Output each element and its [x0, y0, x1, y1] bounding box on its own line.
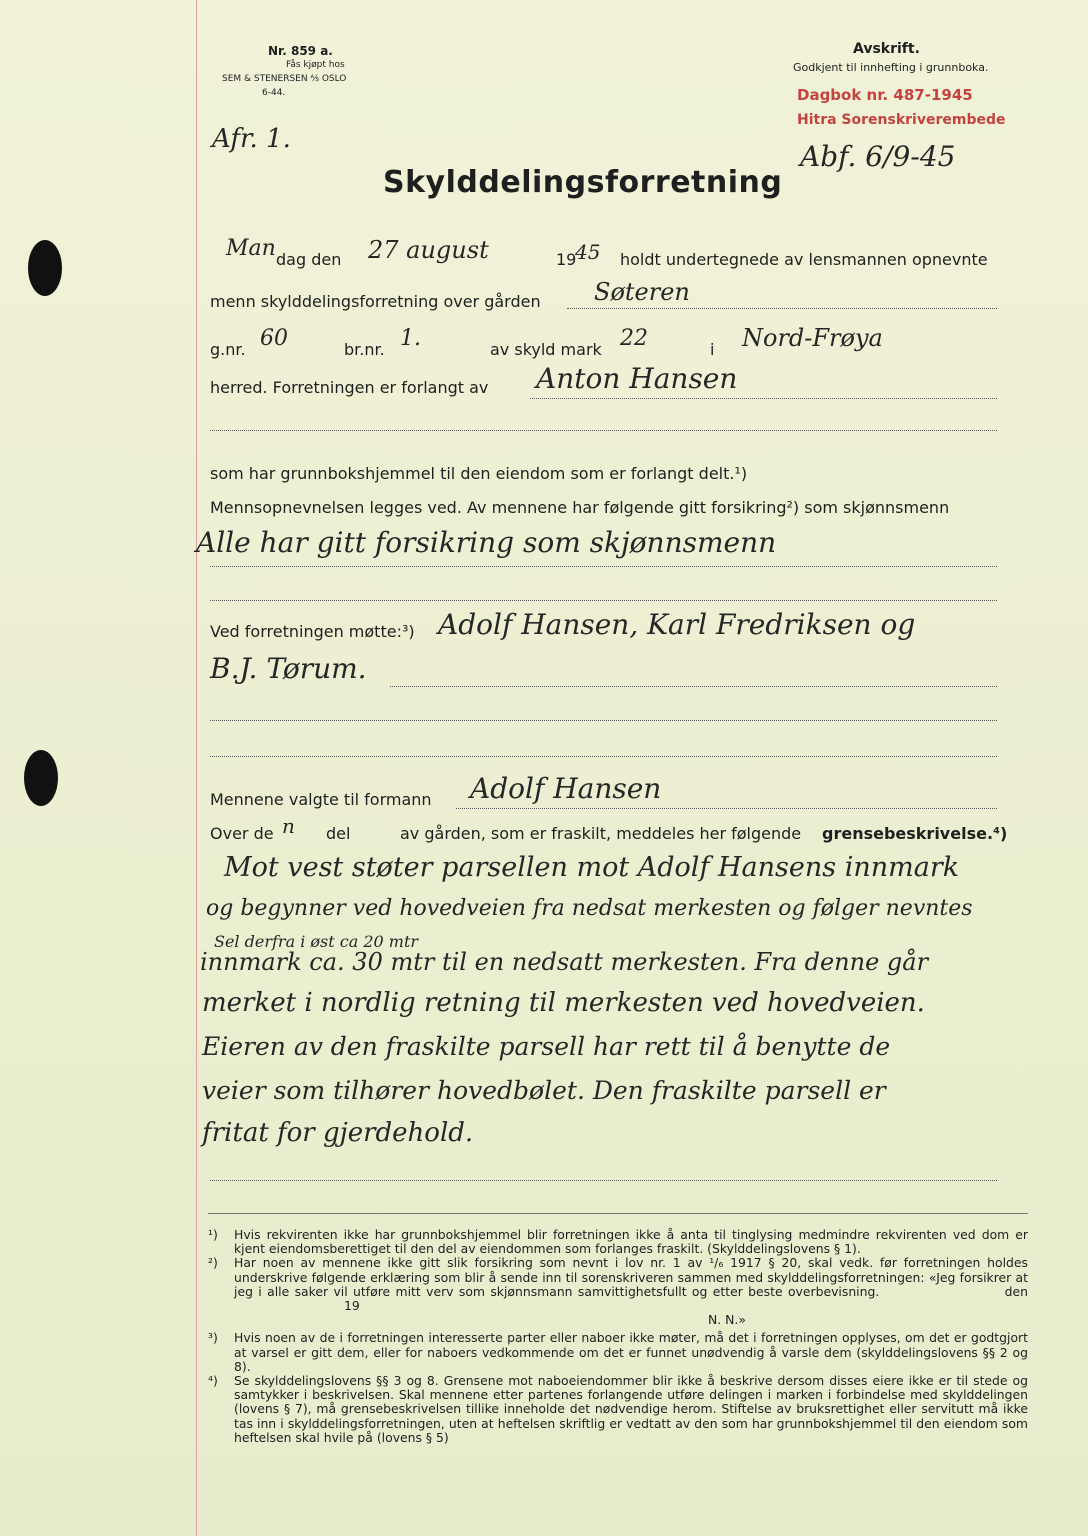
- desc-line-4: merket i nordlig retning til merkesten ved hovedveien.: [202, 988, 925, 1018]
- desc-line-7: fritat for gjerdehold.: [202, 1118, 474, 1148]
- desc-line-1: Mot vest støter parsellen mot Adolf Hansens innmark: [224, 852, 960, 883]
- footnote-2-den: den: [1004, 1283, 1028, 1299]
- hw-herred: Nord-Frøya: [742, 324, 883, 352]
- printer-small: Fås kjøpt hos: [286, 60, 345, 70]
- dotline-attendees: [390, 686, 997, 687]
- footnote-3: [208, 1331, 1028, 1374]
- hw-line12: n: [282, 814, 295, 838]
- footnote-number: ³): [208, 1330, 218, 1346]
- line1-text-c: holdt undertegnede av lensmannen opnevnte: [620, 250, 988, 269]
- hw-skyld: 22: [620, 326, 648, 351]
- hw-bnr: 1.: [400, 326, 421, 351]
- footnote-text: [234, 1256, 1028, 1313]
- line4-text: herred. Forretningen er forlangt av: [210, 378, 489, 397]
- dotline-blank-3: [210, 720, 997, 721]
- dotline-requester: [530, 398, 997, 399]
- dotline-chairman: [456, 808, 997, 809]
- printer-name: SEM & STENERSEN ⅍ OSLO: [222, 74, 347, 84]
- print-date: 6-44.: [262, 88, 286, 98]
- footnote-number: ¹): [208, 1227, 218, 1242]
- footnote-2: [208, 1256, 1028, 1313]
- hw-attendees: Adolf Hansen, Karl Fredriksen og: [438, 608, 916, 641]
- hw-attendees-2: B.J. Tørum.: [210, 652, 367, 685]
- line2-text: menn skylddelingsforretning over gården: [210, 292, 541, 311]
- footnote-4: [208, 1374, 1028, 1445]
- abf-date: Abf. 6/9-45: [800, 140, 956, 173]
- dotline-blank-4: [210, 756, 997, 757]
- dotline-blank-1: [210, 430, 997, 431]
- hw-year: 45: [575, 240, 601, 264]
- line12-text-a: Over de: [210, 824, 274, 843]
- line12-text-b: del: [326, 824, 351, 843]
- dotline-blank-2: [210, 600, 997, 601]
- line11-text: Mennene valgte til formann: [210, 790, 432, 809]
- footnote-text: Hvis rekvirenten ikke har grunnbokshjemmel blir forretningen ikke å anta til tinglysing medmindre rekvirenten ved dom er kjent eiendomsberettiget til den del av eiendommen som forlanges fraskilt. (Skylddelingslovens § 1).: [234, 1227, 1028, 1257]
- dotline-insurance: [210, 566, 997, 567]
- avskrift-label: Avskrift.: [853, 41, 920, 57]
- hw-gnr: 60: [260, 326, 288, 351]
- hw-day: Man: [226, 236, 276, 261]
- footnote-text: Se skylddelingslovens §§ 3 og 8. Grensene mot naboeiendommer blir ikke å beskrive dersom disses eiere ikke er til stede og samtykker i beskrivelsen. Skal mennene etter partenes forlangende utføre delingen i marken i forbindelse med skylddelingen (lovens § 7), må grensebeskrivelsen tillike inneholde det nødvendige herom. Stiftelse av bruksrettighet eller servitutt må ikke tas inn i skylddelingsforretningen, uten at heftelsen skriftlig er vedtatt av den som har grunnbokshjemmel til den eiendom som heftelsen skal hvile på (lovens § 5): [234, 1373, 1028, 1445]
- hw-requester: Anton Hansen: [536, 362, 738, 395]
- footnote-number: ⁴): [208, 1373, 218, 1389]
- line7-text: Mennsopnevnelsen legges ved. Av mennene har følgende gitt forsikring²) som skjønnsmenn: [210, 498, 950, 517]
- form-number: Nr. 859 a.: [268, 44, 333, 58]
- line1-text-a: dag den: [276, 250, 342, 269]
- footnote-signature: [208, 1313, 1028, 1327]
- dotline-desc-end: [210, 1180, 997, 1181]
- red-margin-line: [196, 0, 197, 1536]
- skyld-label: av skyld mark: [490, 340, 602, 359]
- approval-text: Godkjent til innhefting i grunnboka.: [793, 61, 989, 74]
- desc-line-5: Eieren av den fraskilte parsell har rett til å benytte de: [202, 1032, 891, 1061]
- footnote-number: ²): [208, 1255, 218, 1271]
- line1-text-b: 19: [556, 250, 577, 269]
- footnote-2-year: 19: [344, 1298, 360, 1314]
- footnotes: [208, 1228, 1028, 1445]
- bnr-label: br.nr.: [344, 340, 385, 359]
- line6-text: som har grunnbokshjemmel til den eiendom som er forlangt delt.¹): [210, 464, 748, 483]
- i-label: i: [710, 340, 715, 359]
- desc-line-3: innmark ca. 30 mtr til en nedsatt merkesten. Fra denne går: [200, 948, 929, 976]
- line12-text-c: av gården, som er fraskilt, meddeles her følgende: [400, 824, 802, 843]
- dagbok-stamp: Dagbok nr. 487-1945: [797, 86, 973, 104]
- desc-line-6: veier som tilhører hovedbølet. Den fraskilte parsell er: [202, 1076, 886, 1105]
- footnote-signature-text: N. N.»: [708, 1312, 746, 1328]
- footnote-2-body: Har noen av mennene ikke gitt slik forsikring som nevnt i lov nr. 1 av ¹/₆ 1917 § 20, skal vedk. før forretningen holdes underskrive følgende erklæring som blir å sende inn til sorenskriveren sammen med skylddelingsforretningen: «Jeg forsikrer at jeg i alle saker vil utføre mitt verv som skjønnsmann samvittighetsfullt og etter beste overbevisning.: [234, 1255, 1028, 1299]
- desc-line-2: og begynner ved hovedveien fra nedsat merkesten og følger nevntes: [206, 896, 973, 921]
- hw-date: 27 august: [368, 236, 489, 264]
- punch-hole-bottom: [24, 750, 58, 806]
- office-stamp: Hitra Sorenskriverembede: [797, 112, 1006, 128]
- punch-hole-top: [28, 240, 62, 296]
- document-title: Skylddelingsforretning: [383, 165, 783, 200]
- footnote-1: [208, 1228, 1028, 1256]
- line12-text-bold: grensebeskrivelse.⁴): [822, 824, 1008, 843]
- desc-insert: Sel derfra i øst ca 20 mtr: [214, 932, 419, 951]
- dotline-farm: [567, 308, 997, 309]
- footnote-separator: [208, 1213, 1028, 1214]
- gnr-label: g.nr.: [210, 340, 246, 359]
- hw-farm: Søteren: [594, 278, 690, 306]
- hw-insurance: Alle har gitt forsikring som skjønnsmenn: [196, 526, 777, 559]
- line9-text: Ved forretningen møtte:³): [210, 622, 415, 641]
- footnote-text: Hvis noen av de i forretningen interesserte parter eller naboer ikke møter, må det i forretningen opplyses, om det er godtgjort at varsel er gitt dem, eller for naboers vedkommende om det er funnet unødvendig å varsle dem (skylddelingslovens §§ 2 og 8).: [234, 1330, 1028, 1374]
- margin-mark: Afr. 1.: [212, 124, 291, 154]
- hw-chairman: Adolf Hansen: [470, 772, 662, 805]
